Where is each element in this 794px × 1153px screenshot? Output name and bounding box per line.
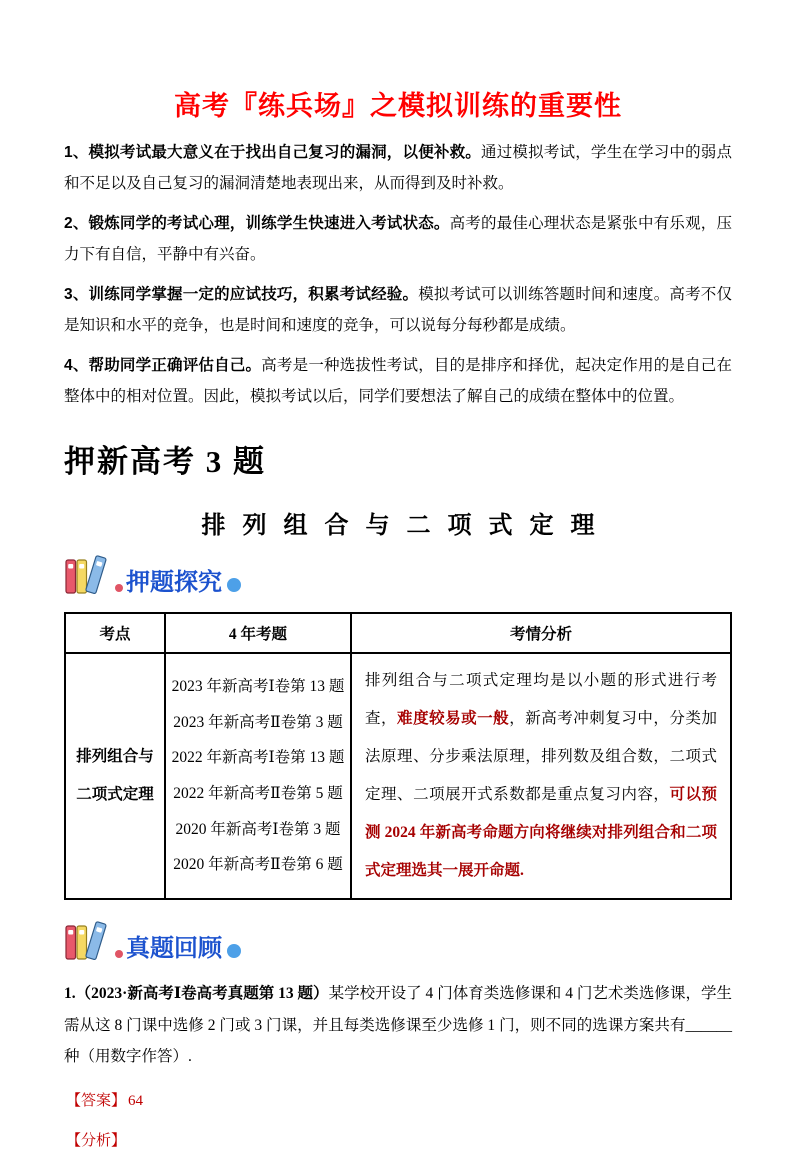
blue-dot-icon	[227, 578, 241, 592]
exam-item: 2022 年新高考Ⅰ卷第 13 题	[171, 749, 345, 767]
answer-label: 【答案】	[66, 1093, 127, 1110]
answer-line	[66, 1089, 732, 1113]
exam-item: 2020 年新高考Ⅰ卷第 3 题	[175, 820, 341, 838]
review-section-label: 真题回顾	[126, 935, 222, 963]
intro-3-lead: 3、训练同学掌握一定的应试技巧，积累考试经验。	[64, 286, 419, 303]
col-header-analysis: 考情分析	[351, 613, 731, 653]
intro-paragraph-2	[64, 208, 732, 270]
topic-title: 排列组合与二项式定理	[201, 513, 612, 539]
explore-section-label: 押题探究	[126, 569, 222, 597]
analysis-run-normal: 排列组合与二项式定理均是以小题的形式进行考查，	[365, 672, 717, 727]
intro-1-body: 通过模拟考试，学生在学习中的弱点和不足以及自己复习的漏洞清楚地表现出来，从而得到及时补救。	[64, 144, 732, 192]
intro-4-lead: 4、帮助同学正确评估自己。	[64, 357, 262, 374]
topic-line-2: 二项式定理	[76, 785, 154, 803]
analysis-label: 【分析】	[66, 1133, 127, 1150]
cell-exam-list	[165, 653, 351, 899]
question-1-source: 1.（2023·新高考Ⅰ卷高考真题第 13 题）	[64, 984, 329, 1002]
intro-1-lead: 1、模拟考试最大意义在于找出自己复习的漏洞，以便补救。	[64, 144, 481, 161]
intro-paragraph-4	[64, 350, 732, 412]
analysis-run-emphasis: 难度较易或一般	[397, 709, 510, 727]
col-header-kaodian: 考点	[65, 613, 165, 653]
red-dot-icon	[115, 950, 123, 958]
analysis-run-normal: ，新高考冲刺复习中，分类加法原理、分步乘法原理，排列数及组合数，二项式定理、二项展开式系数都是重点复习内容，	[365, 709, 717, 803]
cell-topic	[65, 653, 165, 899]
cell-analysis	[351, 653, 731, 899]
intro-2-lead: 2、锻炼同学的考试心理，训练学生快速进入考试状态。	[64, 215, 450, 232]
exam-item: 2023 年新高考Ⅱ卷第 3 题	[173, 713, 343, 731]
books-stack-icon	[64, 919, 110, 966]
section-banner: 押新高考 3 题	[64, 444, 266, 479]
analysis-line	[66, 1129, 732, 1153]
table-header-row	[65, 613, 731, 653]
exam-item: 2022 年新高考Ⅱ卷第 5 题	[173, 784, 343, 802]
books-stack-icon	[64, 553, 110, 600]
intro-paragraph-1	[64, 137, 732, 199]
intro-4-body: 高考是一种选拔性考试，目的是排序和择优，起决定作用的是自己在整体中的相对位置。因此，模拟考试以后，同学们要想法了解自己的成绩在整体中的位置。	[64, 357, 732, 405]
topic-line-1: 排列组合与	[76, 747, 154, 765]
blue-dot-icon	[227, 944, 241, 958]
table-body-row	[65, 653, 731, 899]
intro-2-body: 高考的最佳心理状态是紧张中有乐观，压力下有自信，平静中有兴奋。	[64, 215, 732, 263]
exam-item: 2020 年新高考Ⅱ卷第 6 题	[173, 856, 343, 874]
exam-item: 2023 年新高考Ⅰ卷第 13 题	[171, 677, 345, 695]
explore-section-header	[64, 556, 732, 600]
intro-3-body: 模拟考试可以训练答题时间和速度。高考不仅是知识和水平的竞争，也是时间和速度的竞争，可以说每分每秒都是成绩。	[64, 286, 732, 334]
doc-title: 高考『练兵场』之模拟训练的重要性	[174, 91, 622, 121]
review-section-header	[64, 922, 732, 966]
question-1	[64, 978, 732, 1073]
col-header-exams: 4 年考题	[165, 613, 351, 653]
analysis-run-emphasis: 可以预测 2024 年新高考命题方向将继续对排列组合和二项式定理选其一展开命题.	[365, 785, 717, 879]
answer-value: 64	[128, 1093, 144, 1110]
red-dot-icon	[115, 584, 123, 592]
question-1-body: 某学校开设了 4 门体育类选修课和 4 门艺术类选修课，学生需从这 8 门课中选修 2 门或 3 门课，并且每类选修课至少选修 1 门，则不同的选课方案共有______种（用数字作答）.	[64, 984, 732, 1066]
exam-overview-table	[64, 612, 732, 900]
intro-paragraph-3	[64, 279, 732, 341]
